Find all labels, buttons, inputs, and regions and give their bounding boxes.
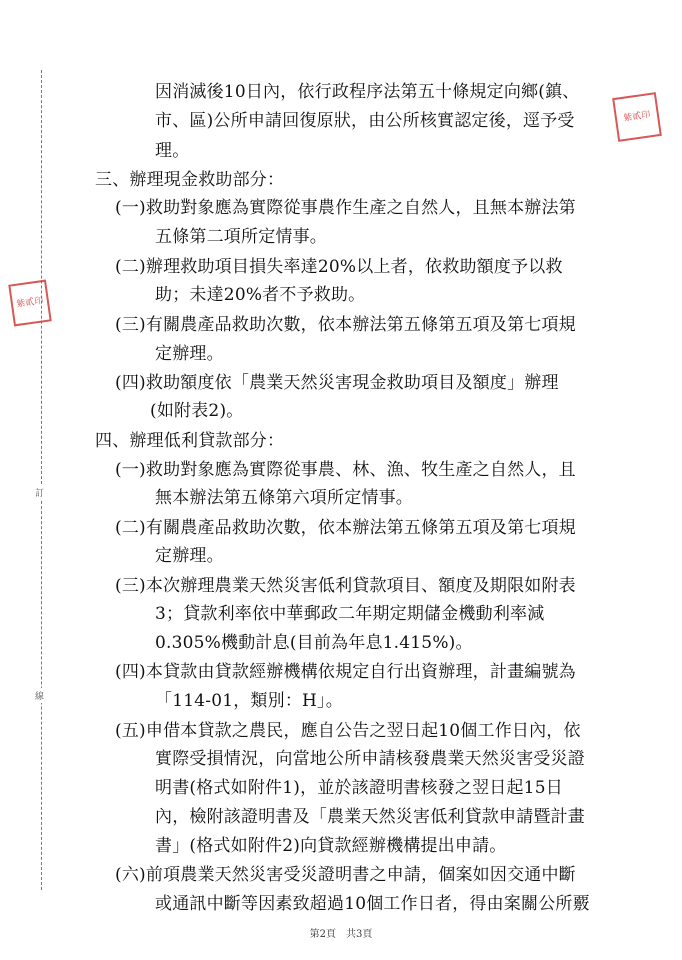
binding-mark-xian: 線: [35, 688, 44, 703]
body-line: 內，檢附該證明書及「農業天然災害低利貸款申請暨計畫: [155, 807, 585, 827]
body-line: 「114-01，類別：H」。: [155, 691, 343, 711]
seal-text: 紫貳印: [622, 109, 651, 124]
list-item: (一)救助對象應為實際從事農作生產之自然人，且無本辦法第: [115, 198, 576, 218]
body-line: 定辦理。: [155, 546, 224, 566]
list-item: (三)本次辦理農業天然災害低利貸款項目、額度及期限如附表: [115, 576, 576, 596]
body-line: 0.305%機動計息(目前為年息1.415%)。: [155, 633, 473, 653]
list-item: (一)救助對象應為實際從事農、林、漁、牧生產之自然人，且: [115, 460, 576, 480]
list-item: (二)辦理救助項目損失率達20%以上者，依救助額度予以救: [115, 257, 563, 277]
section-heading: 三、辦理現金救助部分：: [95, 170, 285, 190]
seal-stamp-right: [612, 92, 662, 142]
body-line: 定辦理。: [155, 344, 224, 364]
body-line: 市、區)公所申請回復原狀，由公所核實認定後，逕予受: [155, 111, 575, 131]
list-item: (四)救助額度依「農業天然災害現金救助項目及額度」辦理: [115, 373, 559, 393]
body-line: 五條第二項所定情事。: [155, 227, 327, 247]
seal-text: 紫貳印: [15, 295, 44, 310]
binding-mark-ding: 訂: [35, 485, 44, 500]
section-heading: 四、辦理低利貸款部分：: [95, 431, 285, 451]
list-item: (三)有關農產品救助次數，依本辦法第五條第五項及第七項規: [115, 315, 576, 335]
list-item: (五)申借本貸款之農民，應自公告之翌日起10個工作日內，依: [115, 721, 581, 741]
body-line: 明書(格式如附件1)，並於該證明書核發之翌日起15日: [155, 778, 563, 798]
body-line: 書」(格式如附件2)向貸款經辦機構提出申請。: [155, 836, 507, 856]
body-line: 無本辦法第五條第六項所定情事。: [155, 488, 413, 508]
page-footer: 第2頁 共3頁: [309, 929, 373, 940]
list-item: (二)有關農產品救助次數，依本辦法第五條第五項及第七項規: [115, 518, 576, 538]
body-line: 實際受損情況，向當地公所申請核發農業天然災害受災證: [155, 749, 585, 769]
body-line: (如附表2)。: [150, 401, 244, 421]
binding-margin-line: [41, 70, 42, 890]
body-line: 3；貸款利率依中華郵政二年期定期儲金機動利率減: [155, 604, 545, 624]
body-line: 因消滅後10日內，依行政程序法第五十條規定向鄉(鎮、: [155, 82, 580, 102]
list-item: (四)本貸款由貸款經辦機構依規定自行出資辦理，計畫編號為: [115, 662, 576, 682]
seal-stamp-left: [8, 280, 51, 327]
list-item: (六)前項農業天然災害受災證明書之申請，個案如因交通中斷: [115, 865, 576, 885]
body-line: 助；未達20%者不予救助。: [155, 285, 366, 305]
body-line: 或通訊中斷等因素致超過10個工作日者，得由案關公所覈: [155, 894, 590, 914]
body-line: 理。: [155, 141, 190, 161]
